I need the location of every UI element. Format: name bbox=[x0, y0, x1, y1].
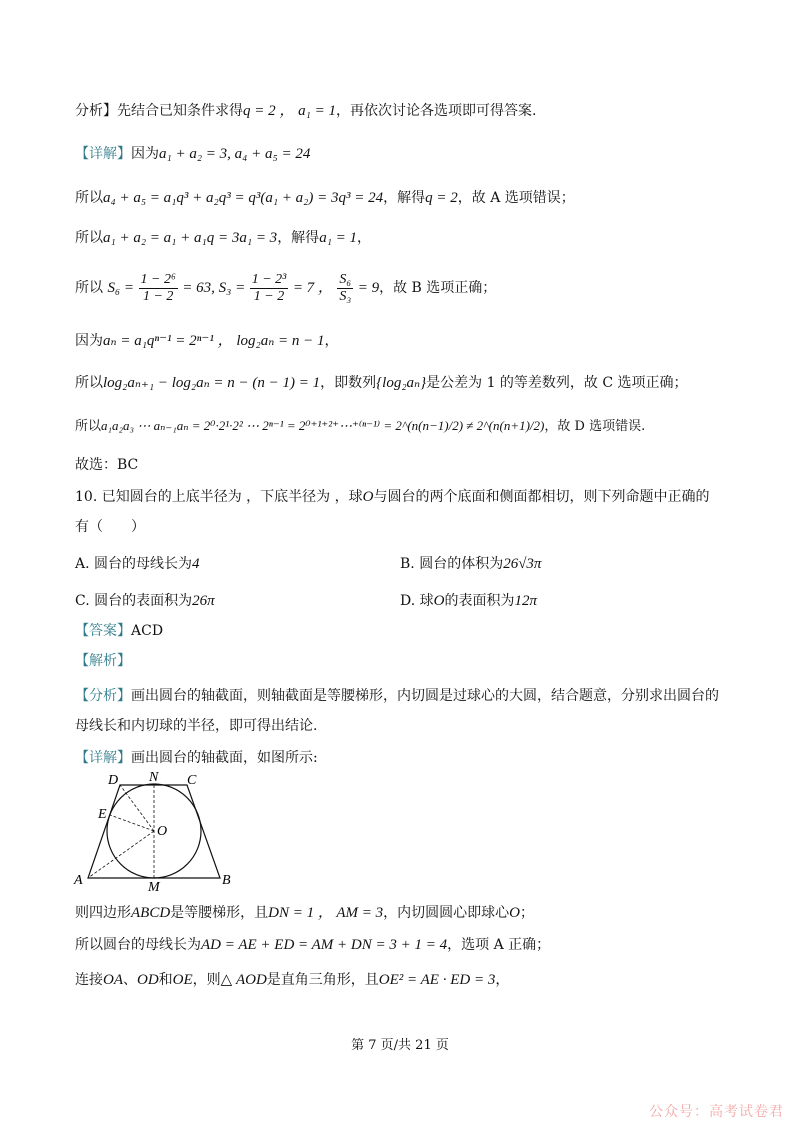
line3-end: ，故 A 选项错误； bbox=[457, 190, 575, 206]
jiexi-line bbox=[75, 651, 131, 671]
analysis-prev-line bbox=[75, 101, 536, 121]
after3-triangle: △ AOD bbox=[220, 972, 267, 988]
line4-math: a₁ + a₂ = a₁ + a₁q = 3a₁ = 3 bbox=[103, 230, 278, 246]
q10-sphere-O: O bbox=[362, 489, 374, 505]
choice-d bbox=[400, 591, 537, 611]
after2-math: AD = AE + ED = AM + DN = 3 + 1 = 4 bbox=[201, 937, 448, 953]
frac2-den: 1 − 2 bbox=[253, 288, 285, 304]
line5-eq9: = 9 bbox=[357, 280, 380, 296]
label-M: M bbox=[148, 880, 160, 895]
after1-end: ； bbox=[519, 905, 534, 921]
line3-math2: q = 2 bbox=[425, 190, 458, 206]
watermark: 公众号：高考试卷君 bbox=[649, 1104, 784, 1120]
fenxi-label: 【分析】 bbox=[75, 688, 131, 704]
solution-line-4 bbox=[75, 228, 371, 248]
after3-pre: 连接 bbox=[75, 972, 103, 988]
analysis-prev-math: q = 2 ， a₁ = 1 bbox=[243, 103, 336, 119]
after1-O: O bbox=[509, 905, 520, 921]
solution-line-3 bbox=[75, 188, 575, 208]
after1-math: ABCD bbox=[131, 905, 171, 921]
choice-c-math: 26π bbox=[192, 593, 215, 609]
after3-mid: ，则 bbox=[192, 972, 221, 988]
analysis-prev-text: 分析】先结合已知条件求得 bbox=[75, 103, 243, 119]
line6-end: ， bbox=[324, 333, 339, 349]
after1-mid: 是等腰梯形，且 bbox=[170, 905, 269, 921]
segment-oe bbox=[110, 815, 154, 831]
after-line2 bbox=[75, 935, 550, 955]
after3-mid2: 是直角三角形，且 bbox=[266, 972, 379, 988]
after3-oe-sq: OE² = AE · ED = 3 bbox=[378, 972, 496, 988]
label-D: D bbox=[108, 773, 119, 788]
detail-label: 【详解】 bbox=[75, 750, 131, 766]
line4-mid: ，解得 bbox=[277, 230, 320, 246]
solution-line-7 bbox=[75, 373, 688, 393]
detail-text: 画出圆台的轴截面，如图所示: bbox=[131, 750, 318, 766]
choice-c bbox=[75, 591, 215, 611]
line8-math: a₁a₂a₃ ⋯ aₙ₋₁aₙ = 2⁰·2¹·2² ⋯ 2ⁿ⁻¹ = 2⁰⁺¹⁺²⁺⋯⁺⁽ⁿ⁻¹⁾ = 2^(n(n−1)/2) ≠ 2^(n(n+1)/2) bbox=[101, 418, 545, 433]
jiexi-label: 【解析】 bbox=[75, 653, 131, 669]
trapezoid-figure bbox=[70, 770, 240, 895]
fenxi-line1 bbox=[75, 686, 719, 706]
detail-line bbox=[75, 748, 318, 768]
choice-a-text: A. 圆台的母线长为 bbox=[75, 556, 193, 572]
analysis-prev-end: ，再依次讨论各选项即可得答案. bbox=[335, 103, 537, 119]
frac2-num: 1 − 2³ bbox=[251, 271, 287, 287]
solution-line-8 bbox=[75, 416, 645, 437]
after3-sep2: 和 bbox=[158, 972, 173, 988]
line8-pre: 所以 bbox=[75, 419, 102, 434]
label-E: E bbox=[98, 807, 107, 822]
line7-math: log₂aₙ₊₁ − log₂aₙ = n − (n − 1) = 1 bbox=[103, 375, 321, 391]
choose-line: 故选：BC bbox=[75, 457, 139, 473]
line3-math: a₄ + a₅ = a₁q³ + a₂q³ = q³(a₁ + a₂) = 3q³ = 24 bbox=[103, 190, 384, 206]
choice-b-text: B. 圆台的体积为 bbox=[400, 556, 504, 572]
detail-prev-line bbox=[75, 144, 310, 164]
choice-a bbox=[75, 554, 200, 574]
after3-oe: OE bbox=[172, 972, 193, 988]
segment-od bbox=[120, 785, 154, 831]
segment-oa bbox=[88, 831, 154, 878]
after3-end: ， bbox=[495, 972, 510, 988]
fenxi-text1: 画出圆台的轴截面，则轴截面是等腰梯形，内切圆是过球心的大圆，结合题意，分别求出圆台的 bbox=[131, 688, 719, 704]
line4-math2: a₁ = 1 bbox=[319, 230, 358, 246]
detail-prev-math: a₁ + a₂ = 3, a₄ + a₅ = 24 bbox=[159, 146, 311, 162]
choice-d-math: 12π bbox=[514, 593, 537, 609]
line7-end: 是公差为 1 的等差数列，故 C 选项正确； bbox=[426, 375, 688, 391]
after3-od: OD bbox=[137, 972, 159, 988]
line3-mid: ，解得 bbox=[383, 190, 426, 206]
after2-pre: 所以圆台的母线长为 bbox=[75, 937, 201, 953]
choice-a-math: 4 bbox=[192, 556, 200, 572]
frac3-num: S₆ bbox=[339, 271, 352, 287]
after1-mid2: ，内切圆圆心即球心 bbox=[383, 905, 510, 921]
after3-sep1: 、 bbox=[123, 972, 137, 988]
answer-line bbox=[75, 621, 163, 641]
page-footer: 第 7 页/共 21 页 bbox=[351, 1038, 449, 1053]
choice-d-O: O bbox=[433, 593, 445, 609]
detail-prev-label: 【详解】 bbox=[75, 146, 131, 162]
fenxi-line2: 母线长和内切球的半径，即可得出结论. bbox=[75, 718, 318, 734]
after3-oa: OA bbox=[103, 972, 123, 988]
q10-line1-text: 10. 已知圆台的上底半径为 ，下底半径为 ，球 bbox=[75, 489, 363, 505]
line6-math: aₙ = a₁qⁿ⁻¹ = 2ⁿ⁻¹ ， log₂aₙ = n − 1 bbox=[103, 333, 325, 349]
line4-end: ， bbox=[357, 230, 372, 246]
label-O: O bbox=[157, 824, 168, 839]
label-C: C bbox=[187, 773, 197, 788]
choice-d-mid: 的表面积为 bbox=[444, 593, 515, 609]
line8-end: ，故 D 选项错误. bbox=[544, 419, 646, 434]
fraction-s6 bbox=[139, 272, 178, 305]
label-N: N bbox=[149, 770, 159, 785]
solution-line-6 bbox=[75, 331, 339, 351]
frac1-num: 1 − 2⁶ bbox=[140, 271, 176, 287]
choice-b bbox=[400, 554, 541, 574]
after-line1 bbox=[75, 903, 534, 923]
after1-math2: DN = 1 ， AM = 3 bbox=[268, 905, 384, 921]
line7-pre: 所以 bbox=[75, 375, 103, 391]
fraction-s3 bbox=[250, 272, 289, 305]
after2-end: ，选项 A 正确； bbox=[447, 937, 551, 953]
after1-pre: 则四边形 bbox=[75, 905, 131, 921]
fraction-ratio bbox=[337, 272, 353, 305]
line5-pre: 所以 bbox=[75, 280, 103, 296]
solution-line-5 bbox=[75, 270, 496, 306]
choice-c-text: C. 圆台的表面积为 bbox=[75, 593, 193, 609]
detail-prev-text: 因为 bbox=[131, 146, 159, 162]
line3-pre: 所以 bbox=[75, 190, 103, 206]
q10-line1-end: 与圆台的两个底面和侧面都相切，则下列命题中正确的 bbox=[373, 489, 710, 505]
answer-value: ACD bbox=[131, 623, 164, 639]
line6-pre: 因为 bbox=[75, 333, 103, 349]
line5-mid: = 63, S₃ = bbox=[182, 280, 246, 296]
after-line3 bbox=[75, 970, 509, 990]
answer-label: 【答案】 bbox=[75, 623, 131, 639]
label-A: A bbox=[74, 873, 83, 888]
line7-math2: {log₂aₙ} bbox=[376, 375, 427, 391]
frac3-den: S₃ bbox=[339, 288, 352, 304]
line5-end: ，故 B 选项正确； bbox=[379, 280, 497, 296]
choice-b-math: 26√3π bbox=[503, 556, 542, 572]
q10-stem-line2: 有（ ） bbox=[75, 519, 145, 535]
line4-pre: 所以 bbox=[75, 230, 103, 246]
q10-stem-line1 bbox=[75, 487, 709, 507]
line5-s6: S₆ = bbox=[107, 280, 135, 296]
choice-d-text: D. 球 bbox=[400, 593, 434, 609]
line5-eq7: = 7 ， bbox=[292, 280, 333, 296]
frac1-den: 1 − 2 bbox=[142, 288, 174, 304]
label-B: B bbox=[222, 873, 231, 888]
line7-mid: ，即数列 bbox=[320, 375, 377, 391]
